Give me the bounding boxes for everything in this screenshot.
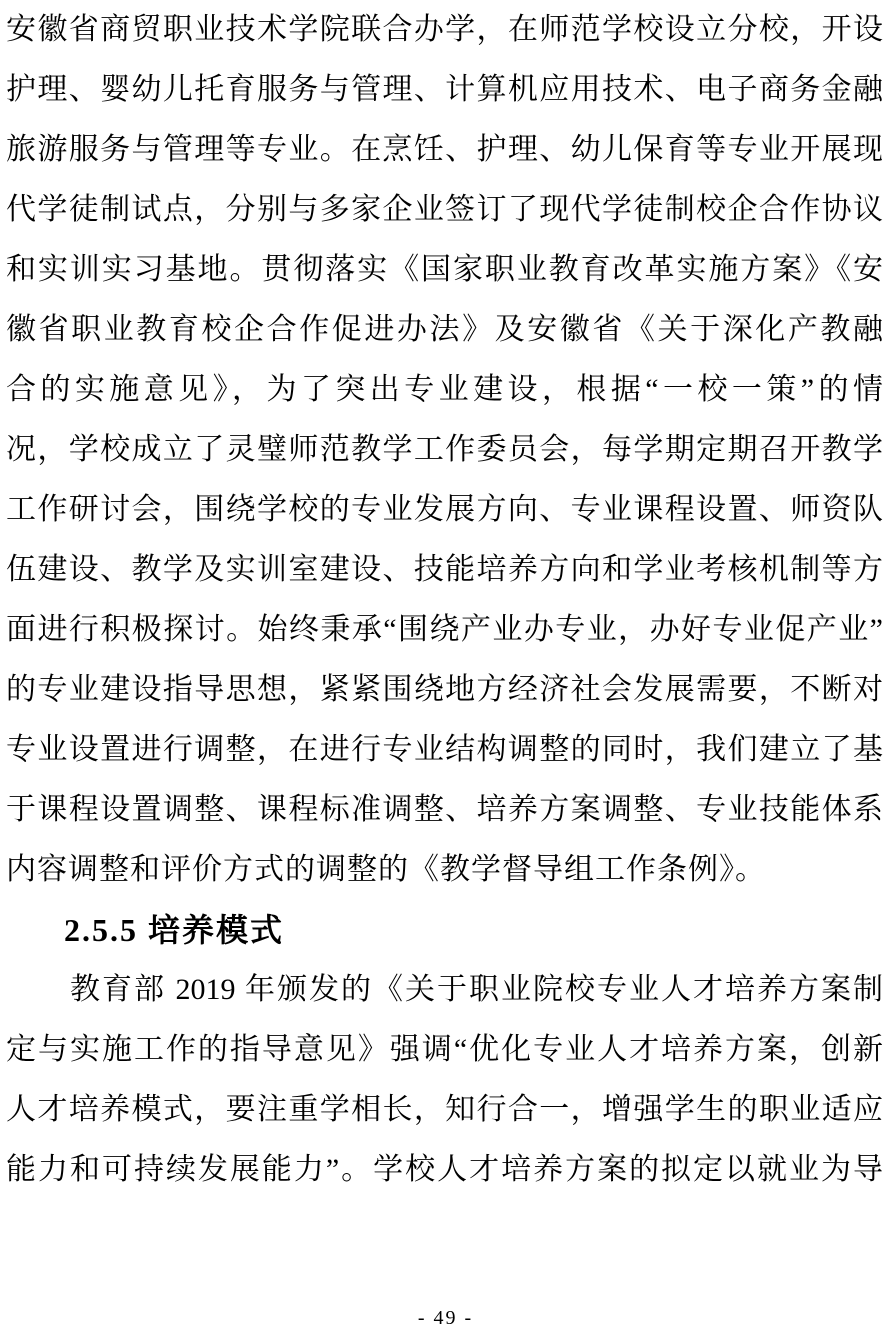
text-line: 徽省职业教育校企合作促进办法》及安徽省《关于深化产教融 <box>6 313 883 346</box>
text-line: 内容调整和评价方式的调整的《教学督导组工作条例》。 <box>6 853 766 886</box>
text-line: 人才培养模式，要注重学相长，知行合一，增强学生的职业适应 <box>6 1093 883 1126</box>
text-line: 合的实施意见》，为了突出专业建设，根据“一校一策”的情 <box>6 373 883 406</box>
text-line: 况，学校成立了灵璧师范教学工作委员会，每学期定期召开教学 <box>6 433 883 466</box>
text-line: 面进行积极探讨。始终秉承“围绕产业办专业，办好专业促产业” <box>6 613 883 646</box>
text-line: 伍建设、教学及实训室建设、技能培养方向和学业考核机制等方 <box>6 553 883 586</box>
paragraph-2 <box>6 960 883 1200</box>
text-line: 定与实施工作的指导意见》强调“优化专业人才培养方案，创新 <box>6 1033 883 1066</box>
text-line: 和实训实习基地。贯彻落实《国家职业教育改革实施方案》《安 <box>6 253 883 286</box>
section-heading: 2.5.5 培养模式 <box>64 912 285 948</box>
page-number: - 49 - <box>417 1307 474 1329</box>
text-line: 教育部 2019 年颁发的《关于职业院校专业人才培养方案制 <box>70 973 883 1006</box>
text-line: 于课程设置调整、课程标准调整、培养方案调整、专业技能体系 <box>6 793 883 826</box>
text-line: 旅游服务与管理等专业。在烹饪、护理、幼儿保育等专业开展现 <box>6 133 883 166</box>
text-line: 护理、婴幼儿托育服务与管理、计算机应用技术、电子商务金融 <box>6 73 883 106</box>
text-line: 专业设置进行调整，在进行专业结构调整的同时，我们建立了基 <box>6 733 883 766</box>
text-line: 代学徒制试点，分别与多家企业签订了现代学徒制校企合作协议 <box>6 193 883 226</box>
text-line: 安徽省商贸职业技术学院联合办学，在师范学校设立分校，开设 <box>6 13 883 46</box>
text-line: 的专业建设指导思想，紧紧围绕地方经济社会发展需要，不断对 <box>6 673 883 706</box>
text-line: 工作研讨会，围绕学校的专业发展方向、专业课程设置、师资队 <box>6 493 883 526</box>
paragraph-1 <box>6 0 883 900</box>
text-line: 能力和可持续发展能力”。学校人才培养方案的拟定以就业为导 <box>6 1153 883 1186</box>
